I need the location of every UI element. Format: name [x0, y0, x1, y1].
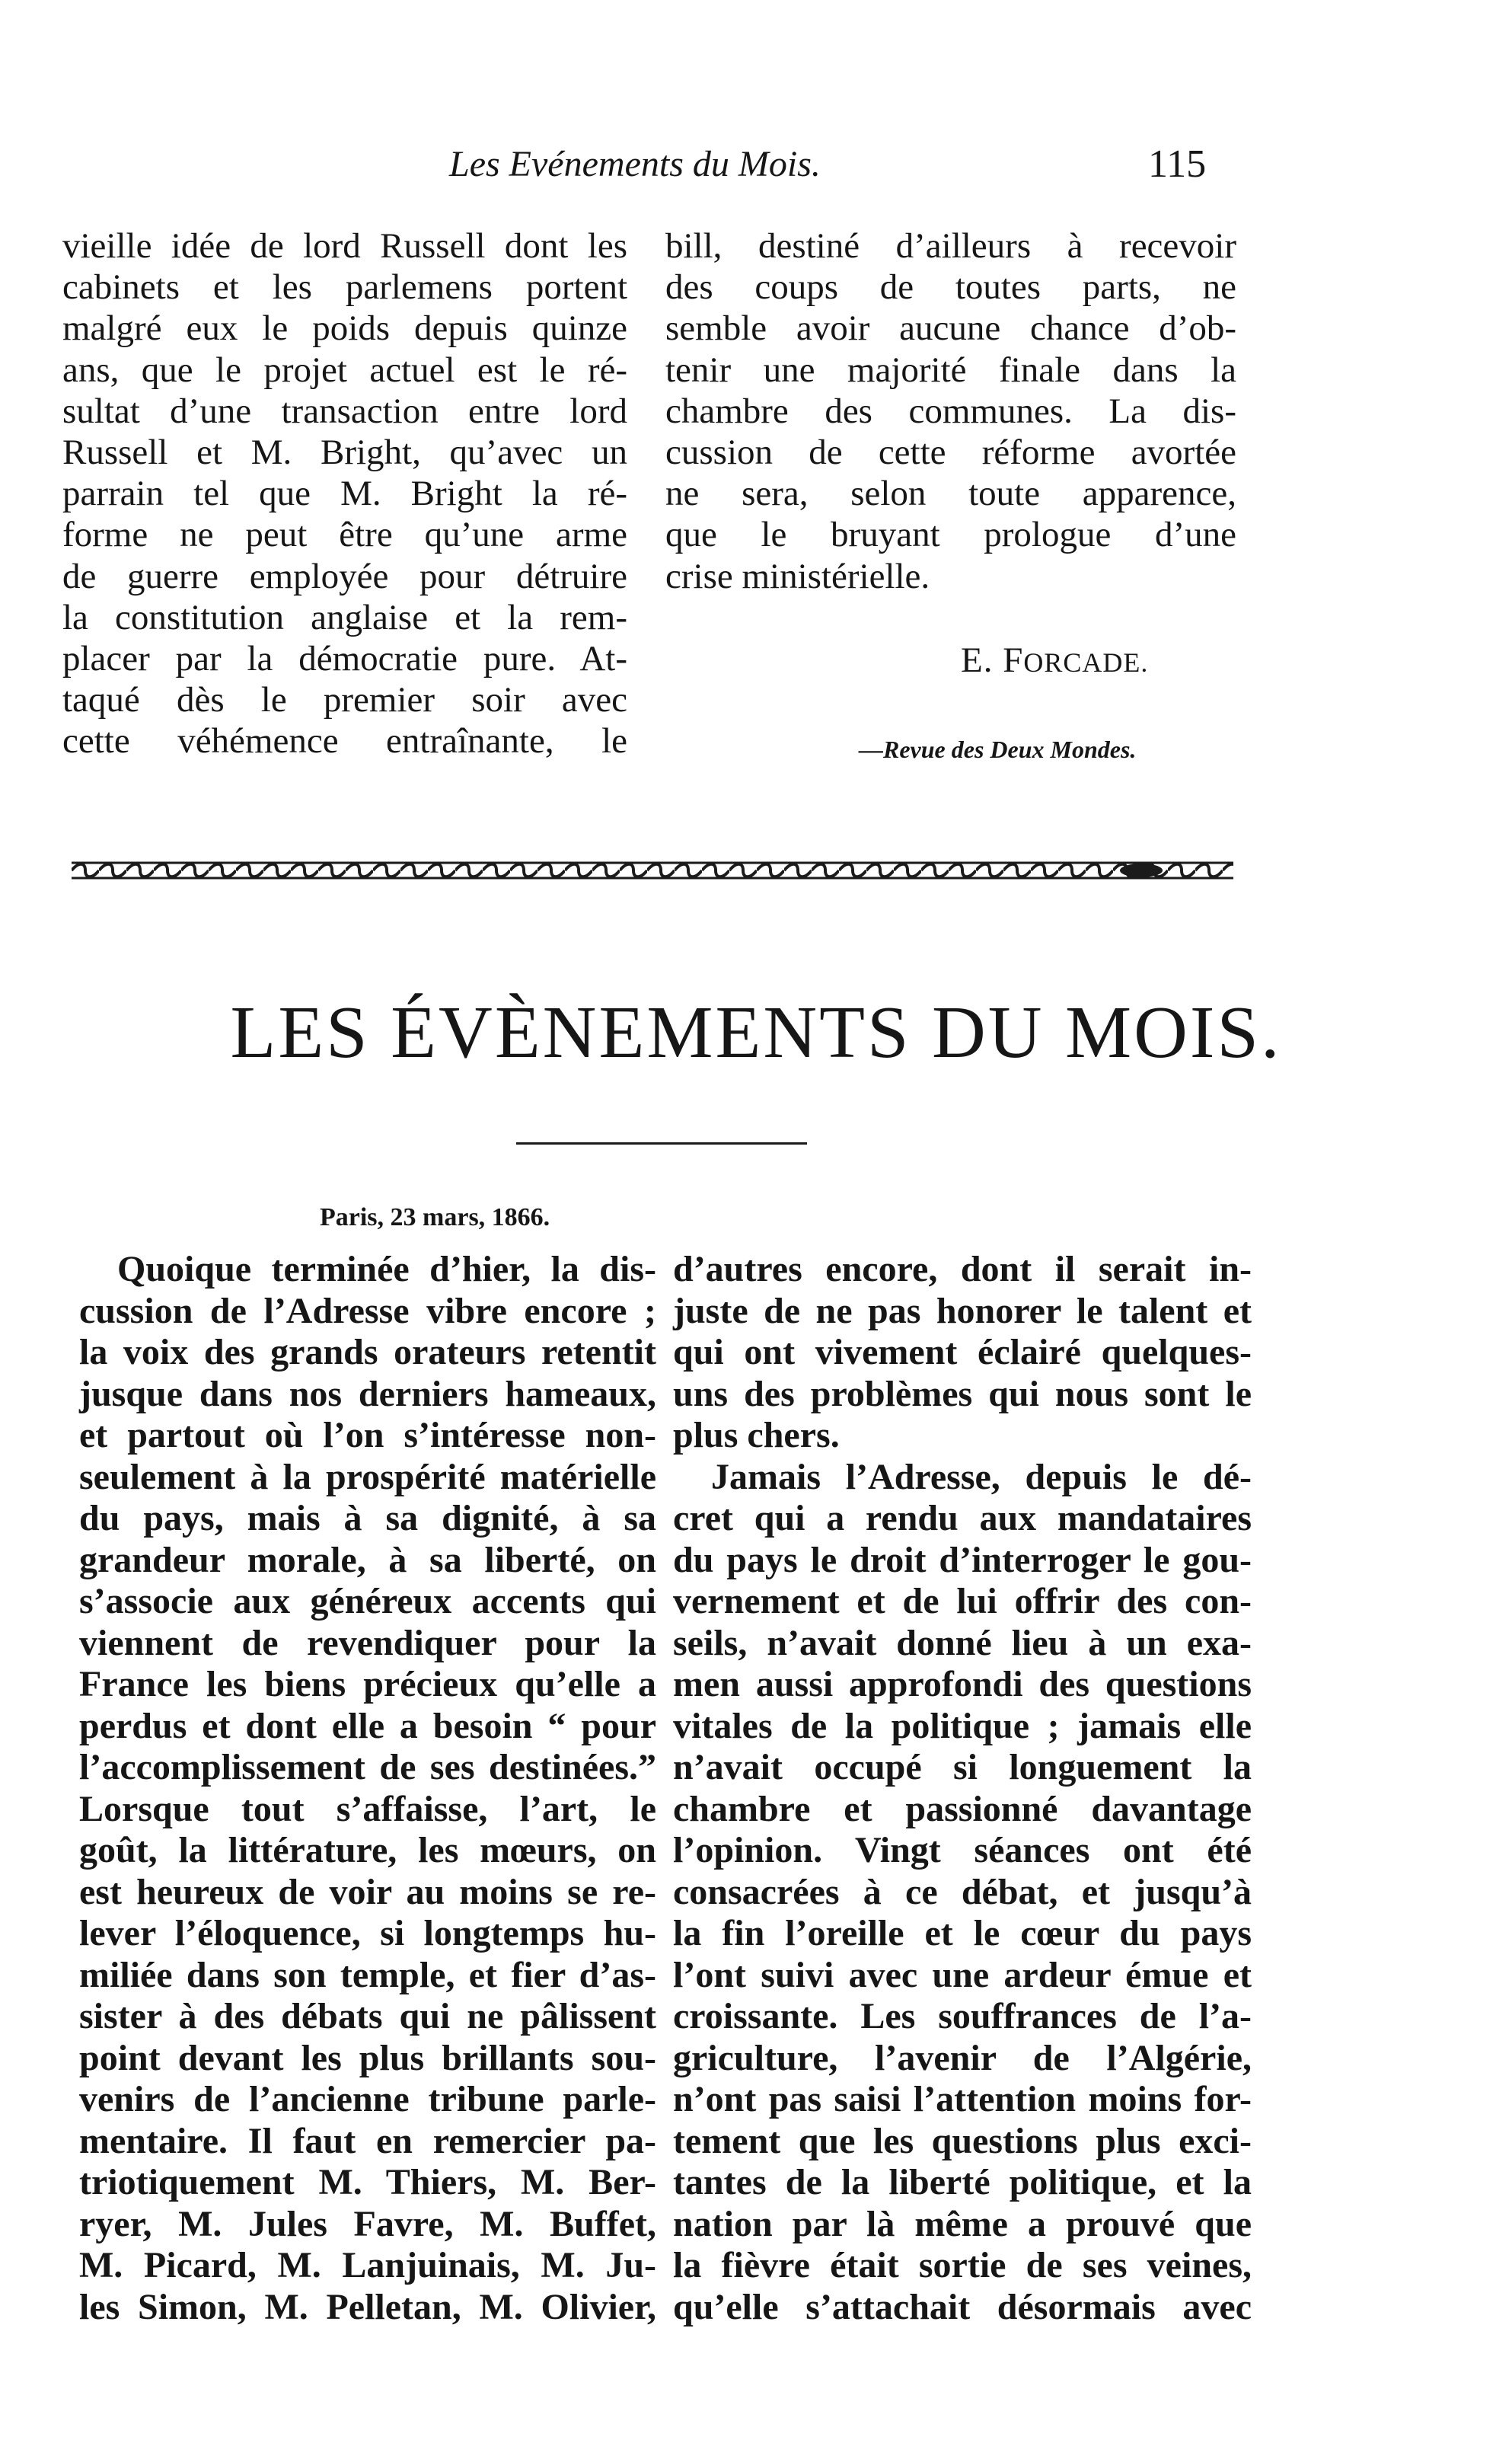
text-line: la fin l’oreille et le cœur du pays	[673, 1913, 1252, 1953]
text-line: uns des problèmes qui nous sont le	[673, 1373, 1252, 1414]
text-line: qu’elle s’attachait désormais avec	[673, 2286, 1252, 2327]
text-line: plus chers.	[673, 1415, 840, 1455]
text-line: de guerre employée pour détruire	[62, 556, 627, 596]
text-line: cussion de cette réforme avortée	[665, 432, 1236, 472]
text-line: n’ont pas saisi l’attention moins for-	[673, 2079, 1252, 2119]
text-line: crise ministérielle.	[665, 556, 930, 596]
text-line: cabinets et les parlemens portent	[62, 267, 627, 308]
text-line: chambre des communes. La dis-	[665, 391, 1236, 431]
text-line: men aussi approfondi des questions	[673, 1664, 1252, 1704]
text-line: ryer, M. Jules Favre, M. Buffet,	[79, 2203, 656, 2244]
text-line: nation par là même a prouvé que	[673, 2203, 1252, 2244]
decorative-rule	[72, 859, 1233, 882]
text-line: l’opinion. Vingt séances ont été	[673, 1830, 1252, 1870]
text-line: du pays le droit d’interroger le gou-	[673, 1539, 1252, 1580]
page-number: 115	[1148, 142, 1207, 186]
text-line: jusque dans nos derniers hameaux,	[79, 1373, 656, 1414]
text-line: taqué dès le premier soir avec	[62, 680, 627, 720]
author-signature	[961, 640, 1148, 681]
text-line: seils, n’avait donné lieu à un exa-	[673, 1622, 1252, 1663]
text-line: l’ont suivi avec une ardeur émue et	[673, 1954, 1252, 1995]
text-line: consacrées à ce débat, et jusqu’à	[673, 1871, 1252, 1912]
text-line: la fièvre était sortie de ses veines,	[673, 2245, 1252, 2285]
source-credit: —Revue des Deux Mondes.	[859, 736, 1137, 763]
text-line: griculture, l’avenir de l’Algérie,	[673, 2037, 1252, 2078]
text-line: cret qui a rendu aux mandataires	[673, 1498, 1252, 1538]
dateline: Paris, 23 mars, 1866.	[320, 1203, 550, 1231]
text-line: perdus et dont elle a besoin “ pour	[79, 1705, 656, 1746]
article-title: LES ÉVÈNEMENTS DU MOIS.	[230, 992, 1282, 1074]
text-line: du pays, mais à sa dignité, à sa	[79, 1498, 656, 1538]
text-line: qui ont vivement éclairé quelques-	[673, 1332, 1252, 1372]
text-line: ans, que le projet actuel est le ré-	[62, 350, 627, 390]
text-line: tenir une majorité finale dans la	[665, 350, 1236, 390]
text-line: Lorsque tout s’affaisse, l’art, le	[79, 1788, 656, 1829]
text-line: s’associe aux généreux accents qui	[79, 1581, 656, 1621]
text-line: M. Picard, M. Lanjuinais, M. Ju-	[79, 2245, 656, 2285]
text-line: la constitution anglaise et la rem-	[62, 597, 627, 637]
text-line: vernement et de lui offrir des con-	[673, 1581, 1252, 1621]
text-line: vieille idée de lord Russell dont les	[62, 226, 627, 266]
text-line: malgré eux le poids depuis quinze	[62, 308, 627, 349]
text-line: juste de ne pas honorer le talent et	[673, 1290, 1252, 1331]
text-line: croissante. Les souffrances de l’a-	[673, 1996, 1252, 2036]
text-line: que le bruyant prologue d’une	[665, 515, 1236, 555]
signature-rest: ORCADE.	[1023, 647, 1149, 678]
article-right-column	[673, 1249, 1252, 2328]
text-line: tement que les questions plus exci-	[673, 2120, 1252, 2161]
text-line: sister à des débats qui ne pâlissent	[79, 1996, 656, 2036]
text-line: les Simon, M. Pelletan, M. Olivier,	[79, 2286, 656, 2327]
text-line: ne sera, selon toute apparence,	[665, 474, 1236, 514]
text-line: Jamais l’Adresse, depuis le dé-	[711, 1456, 1252, 1497]
text-line: bill, destiné d’ailleurs à recevoir	[665, 226, 1236, 266]
text-line: lever l’éloquence, si longtemps hu-	[79, 1913, 656, 1953]
previous-article-left-column	[62, 225, 627, 762]
text-line: venirs de l’ancienne tribune parle-	[79, 2079, 656, 2119]
text-line: tantes de la liberté politique, et la	[673, 2162, 1252, 2202]
previous-article-right-column	[665, 225, 1236, 597]
text-line: goût, la littérature, les mœurs, on	[79, 1830, 656, 1870]
signature-initial: E. F	[961, 640, 1024, 680]
text-line: mentaire. Il faut en remercier pa-	[79, 2120, 656, 2161]
text-line: des coups de toutes parts, ne	[665, 267, 1236, 308]
text-line: viennent de revendiquer pour la	[79, 1622, 656, 1663]
running-title: Les Evénements du Mois.	[449, 144, 821, 184]
text-line: miliée dans son temple, et fier d’as-	[79, 1954, 656, 1995]
text-line: grandeur morale, à sa liberté, on	[79, 1539, 656, 1580]
text-line: vitales de la politique ; jamais elle	[673, 1705, 1252, 1746]
text-line: cussion de l’Adresse vibre encore ;	[79, 1290, 656, 1331]
text-line: chambre et passionné davantage	[673, 1788, 1252, 1829]
text-line: l’accomplissement de ses destinées.”	[79, 1747, 656, 1787]
text-line: est heureux de voir au moins se re-	[79, 1871, 656, 1912]
text-line: forme ne peut être qu’une arme	[62, 515, 627, 555]
article-left-column	[79, 1249, 656, 2328]
text-line: sultat d’une transaction entre lord	[62, 391, 627, 431]
text-line: placer par la démocratie pure. At-	[62, 638, 627, 679]
text-line: n’avait occupé si longuement la	[673, 1747, 1252, 1787]
text-line: la voix des grands orateurs retentit	[79, 1332, 656, 1372]
text-line: point devant les plus brillants sou-	[79, 2037, 656, 2078]
title-rule	[516, 1142, 807, 1145]
text-line: France les biens précieux qu’elle a	[79, 1664, 656, 1704]
text-line: Russell et M. Bright, qu’avec un	[62, 432, 627, 472]
text-line: d’autres encore, dont il serait in-	[673, 1249, 1252, 1289]
text-line: triotiquement M. Thiers, M. Ber-	[79, 2162, 656, 2202]
text-line: cette véhémence entraînante, le	[62, 721, 627, 762]
text-line: parrain tel que M. Bright la ré-	[62, 474, 627, 514]
text-line: semble avoir aucune chance d’ob-	[665, 308, 1236, 349]
text-line: Quoique terminée d’hier, la dis-	[117, 1249, 656, 1289]
text-line: seulement à la prospérité matérielle	[79, 1456, 656, 1497]
text-line: et partout où l’on s’intéresse non-	[79, 1415, 656, 1455]
